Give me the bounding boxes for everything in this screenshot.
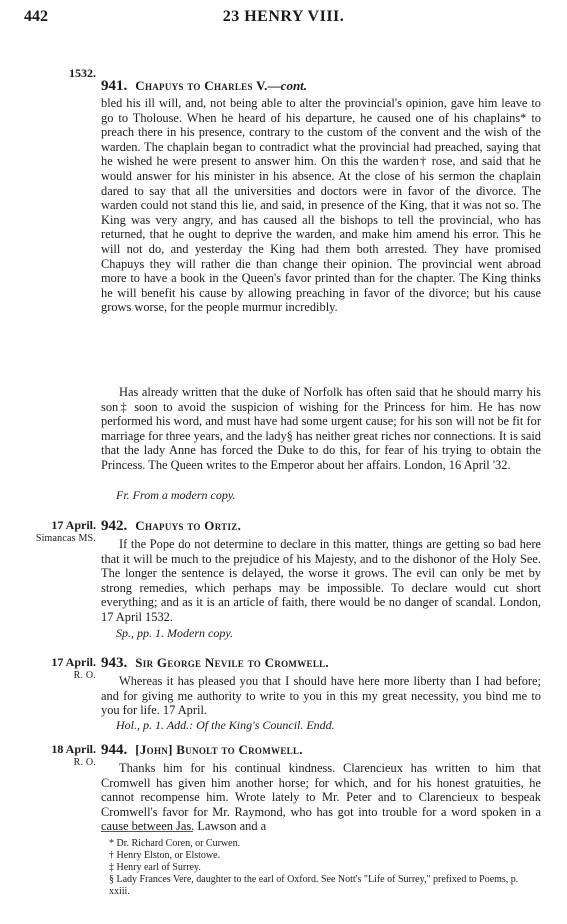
entry-number: 942.	[101, 518, 128, 534]
footnote: ‡ Henry earl of Surrey.	[109, 862, 201, 873]
entry-941-paragraph-2: Has already written that the duke of Norfolk has often said that he should marry his son‡ soon to avoid the suspicion of wishing for the Princess for him. He has now performed his word, and must have had some urgent cause; for his son will not be fit for marriage for three years, and the lady§ has neither great riches nor connections. It is said that the lady Anne has forced the Duke to do this, for fear of his trying to obtain the Princess. The Queen writes to the Emperor about her affairs. London, 16 April '32.	[101, 385, 541, 472]
entry-941-margin	[18, 66, 96, 80]
entry-942-note	[116, 626, 541, 640]
margin-source: R. O.	[73, 757, 96, 768]
margin-source: Simancas MS.	[35, 533, 96, 544]
entry-943-paragraph-1: Whereas it has pleased you that I should have here more liberty than I had before; and for giving me authority to write to you in this my great necessity, you bind me to you for life. 17 April.	[101, 674, 541, 718]
entry-943-note	[116, 718, 541, 732]
margin-date: 18 April.	[51, 742, 96, 756]
margin-source: R. O.	[73, 670, 96, 681]
margin-date: 1532.	[69, 66, 96, 80]
footnote: † Henry Elston, or Elstowe.	[109, 850, 221, 861]
note-label: Hol., p. 1.	[116, 718, 164, 732]
footnote: § Lady Frances Vere, daughter to the earl of Oxford. See Nott's "Life of Surrey," prefixed to Poems, p. xxiii.	[109, 874, 519, 897]
footnotes	[101, 838, 541, 898]
entry-number: 944.	[101, 742, 128, 758]
page-header	[0, 8, 567, 32]
entry-title: [John] Bunolt to Cromwell.	[135, 742, 303, 757]
note-text: Modern copy.	[167, 626, 233, 640]
entry-title: Chapuys to Charles V.	[135, 78, 268, 93]
note-label: Sp., pp. 1.	[116, 626, 164, 640]
note-text: From a modern copy.	[132, 488, 236, 502]
running-title: 23 HENRY VIII.	[222, 8, 345, 25]
entry-941-note	[116, 488, 541, 502]
entry-title: Sir George Nevile to Cromwell.	[135, 655, 329, 670]
entry-title-suffix: —cont.	[267, 78, 308, 93]
entry-941-paragraph-1: bled his ill will, and, not being able to alter the provincial's opinion, gave him leave to go to Tholouse. When he heard of his departure, he caused one of his chaplains* to preach there in his presence, contrary to the custom of the convent and the wish of the warden. The chaplain began to contradict what the provincial had preached, saying that he wished he were present to answer him. On this the warden† rose, and said that he would answer for his minister in his absence. At the close of his sermon the chaplain dared to say that all the universities and doctors were in favor of the divorce. The warden could not stand this lie, and said, in presence of the King, that it was not so. The King was very angry, and has caused all the bishops to tell the provincial, who has returned, that he ought to deprive the warden, and make him amend his error. This he will not do, and yesterday the King had them both arrested. They have promised Chapuys they will rather die than change their opinion. The provincial went abroad more to have a book in the Queen's favor printed than for the chapter. The King thinks he will benefit his cause by allowing preaching in favor of the divorce; but his cause grows worse, for the people murmur incredibly.	[101, 96, 541, 315]
entry-number: 943.	[101, 655, 128, 671]
entry-number: 941.	[101, 78, 128, 94]
entry-942-heading	[101, 518, 541, 534]
margin-date: 17 April.	[51, 518, 96, 532]
entry-941-heading	[101, 78, 541, 94]
entry-942-margin	[18, 518, 96, 546]
entry-944-paragraph-1: Thanks him for his continual kindness. Clarencieux has written to him that Cromwell has given him another horse; for which, and for his honest gratuities, he cannot recompense him. Wrote lately to Mr. Peter and to Clarencieux to bespeak Cromwell's favor for Mr. Raymond, who has got into trouble for a word spoken in a cause between Jas. Lawson and a	[101, 761, 541, 834]
entry-943-heading	[101, 655, 541, 671]
entry-944-heading	[101, 742, 541, 758]
entry-943-margin	[18, 655, 96, 683]
note-label: Fr.	[116, 488, 130, 502]
entry-title: Chapuys to Ortiz.	[135, 518, 242, 533]
page-number: 442	[24, 8, 48, 25]
note-text: Add.: Of the King's Council. Endd.	[166, 718, 335, 732]
footnote-rule	[101, 831, 193, 832]
footnote: * Dr. Richard Coren, or Curwen.	[109, 838, 241, 849]
entry-944-margin	[18, 742, 96, 770]
margin-date: 17 April.	[51, 655, 96, 669]
entry-942-paragraph-1: If the Pope do not determine to declare in this matter, things are getting so bad here that it will be much to the prejudice of his Majesty, and to the dishonor of the Holy See. The longer the sentence is delayed, the worse it grows. The evil can only be met by strong remedies, which perhaps may be impossible. To declare would cut short everything; and as it is an article of faith, there would be no danger of scandal. London, 17 April 1532.	[101, 537, 541, 624]
